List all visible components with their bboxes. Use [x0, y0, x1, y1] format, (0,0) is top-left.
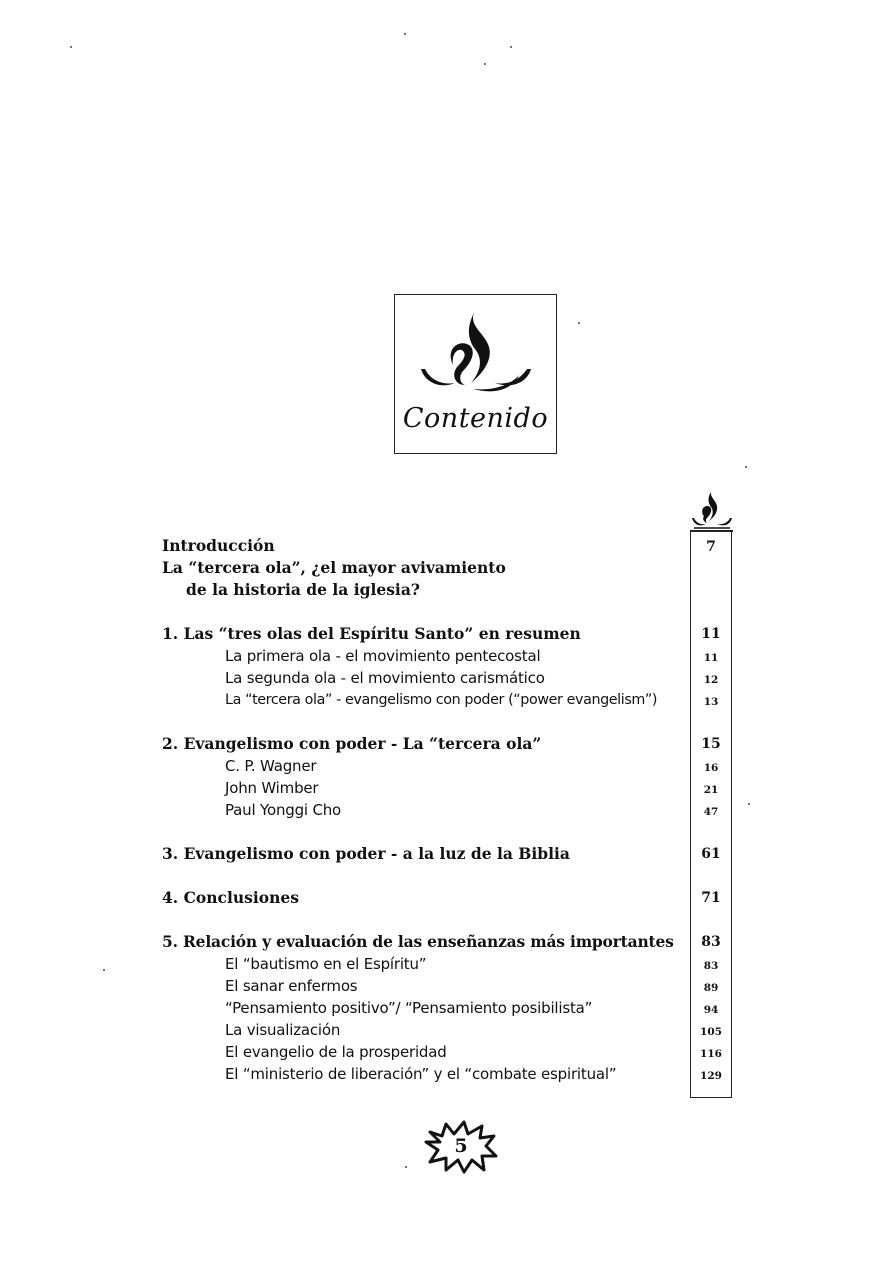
toc-page-number: 47	[703, 806, 719, 818]
toc-subsection: La primera ola - el movimiento pentecostal	[225, 647, 541, 665]
toc-subsection: El sanar enfermos	[225, 977, 358, 995]
toc-page-number: 89	[703, 982, 719, 994]
toc-intro-subtitle: de la historia de la iglesia?	[186, 580, 420, 599]
toc-chapter-title: 2. Evangelismo con poder - La “tercera ola”	[162, 734, 542, 753]
toc-subsection: El “bautismo en el Espíritu”	[225, 955, 427, 973]
toc-page-number: 11	[703, 652, 719, 664]
toc-page-number: 83	[703, 960, 719, 972]
page-number: 5	[454, 1135, 468, 1157]
toc-subsection: C. P. Wagner	[225, 757, 317, 775]
toc-page-number: 12	[703, 674, 719, 686]
toc-subsection: John Wimber	[225, 779, 319, 797]
scan-speck	[405, 1166, 407, 1168]
mini-flame-icon	[690, 488, 734, 530]
scan-speck	[748, 803, 750, 805]
toc-page-number: 16	[703, 762, 719, 774]
scan-speck	[70, 46, 72, 48]
toc-chapter-title: 3. Evangelismo con poder - a la luz de la Biblia	[162, 844, 570, 863]
toc-subsection: La visualización	[225, 1021, 341, 1039]
toc-subsection: “Pensamiento positivo”/ “Pensamiento posibilista”	[225, 999, 593, 1017]
toc-page-number: 21	[703, 784, 719, 796]
contents-emblem-box	[394, 294, 557, 454]
toc-page-number: 11	[701, 626, 721, 642]
toc-subsection: Paul Yonggi Cho	[225, 801, 341, 819]
toc-page-number: 7	[706, 539, 716, 555]
toc-page-number: 129	[700, 1070, 722, 1082]
scan-speck	[404, 33, 406, 35]
toc-page-number: 13	[703, 696, 719, 708]
toc-subsection: La “tercera ola” - evangelismo con poder (“power evangelism”)	[225, 692, 658, 708]
toc-page-number: 61	[701, 846, 721, 862]
scan-speck	[510, 46, 512, 48]
toc-page-number: 71	[701, 890, 721, 906]
toc-intro-title: Introducción	[162, 536, 275, 555]
toc-page-number: 116	[700, 1048, 722, 1060]
scan-speck	[484, 63, 486, 65]
toc-intro-subtitle: La “tercera ola”, ¿el mayor avivamiento	[162, 558, 506, 577]
toc-page-number: 83	[701, 934, 721, 950]
scan-speck	[103, 969, 105, 971]
scan-speck	[745, 466, 747, 468]
toc-chapter-title: 1. Las “tres olas del Espíritu Santo” en resumen	[162, 624, 581, 643]
toc-chapter-title: 4. Conclusiones	[162, 888, 299, 907]
toc-page-number: 15	[701, 736, 721, 752]
toc-page-number: 94	[703, 1004, 719, 1016]
toc-page-number: 105	[700, 1026, 722, 1038]
flame-wave-icon	[415, 305, 537, 403]
toc-subsection: El “ministerio de liberación” y el “combate espiritual”	[225, 1065, 617, 1083]
contents-title: Contenido	[402, 403, 549, 434]
toc-subsection: El evangelio de la prosperidad	[225, 1043, 447, 1061]
toc-subsection: La segunda ola - el movimiento carismático	[225, 669, 545, 687]
toc-chapter-title: 5. Relación y evaluación de las enseñanzas más importantes	[162, 932, 674, 951]
scan-speck	[578, 322, 580, 324]
